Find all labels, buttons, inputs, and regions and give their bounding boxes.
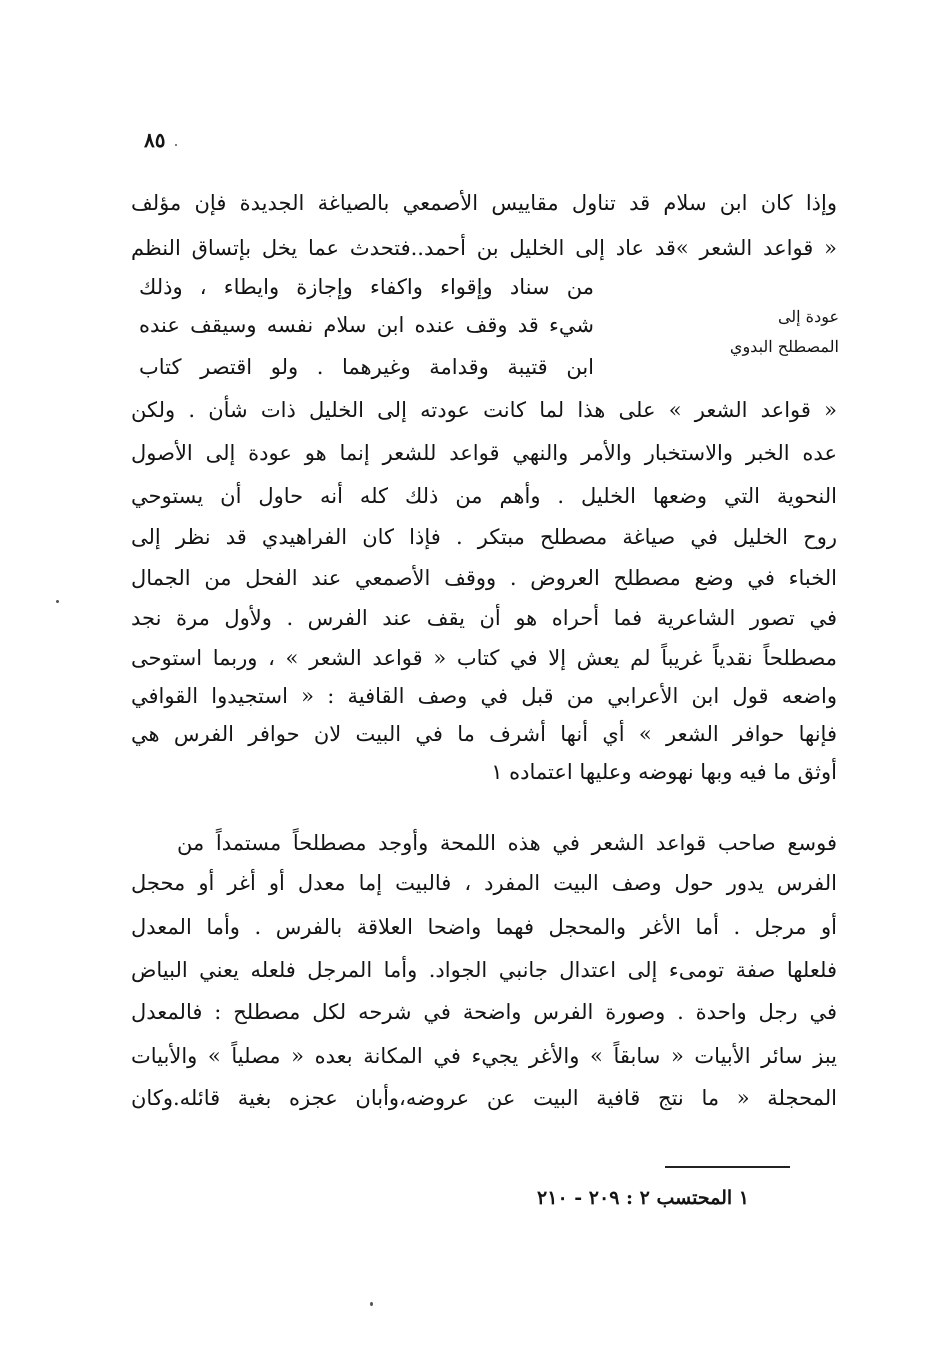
text-line: فإنها حوافر الشعر » أي أنها أشرف ما في البيت لان حوافر الفرس هي <box>131 722 837 746</box>
text-line: فوسع صاحب قواعد الشعر في هذه اللمحة وأوجد مصطلحاً مستمداً من <box>177 831 837 855</box>
text-line: المحجلة « ما نتج قافية البيت عن عروضه،وأبان عجزه بغية قائله.وكان <box>131 1086 837 1110</box>
text-line: الفرس يدور حول وصف البيت المفرد ، فالبيت إما معدل أو أغر أو محجل <box>131 871 837 895</box>
text-line: يبز سائر الأبيات « سابقاً » والأغر يجيء في المكانة بعده « مصلياً » والأبيات <box>131 1044 837 1068</box>
text-line: الخباء في وضع مصطلح العروض . ووقف الأصمعي عند الفحل من الجمال <box>131 566 837 590</box>
text-line: شيء قد وقف عنده ابن سلام نفسه وسيقف عنده <box>139 313 594 337</box>
text-line: في تصور الشاعرية فما أحراه هو أن يقف عند الفرس . ولأول مرة نجد <box>131 606 837 630</box>
text-line: عده الخبر والاستخبار والأمر والنهي قواعد للشعر إنما هو عودة إلى الأصول <box>131 441 837 465</box>
text-line: « قواعد الشعر »قد عاد إلى الخليل بن أحمد..فتحدث عما يخل بإتساق النظم <box>131 236 837 260</box>
text-line: مصطلحاً نقدياً غريباً لم يعش إلا في كتاب « قواعد الشعر » ، وربما استوحى <box>131 646 837 670</box>
text-line: النحوية التي وضعها الخليل . وأهم من ذلك كله أنه حاول أن يستوحي <box>131 484 837 508</box>
text-line: فلعلها صفة تومىء إلى اعتدال جانبي الجواد. وأما المرجل فلعله يعني البياض <box>131 958 837 982</box>
text-line: « قواعد الشعر » على هذا لما كانت عودته إلى الخليل ذات شأن . ولكن <box>131 398 837 422</box>
text-line: أوثق ما فيه وبها نهوضه وعليها اعتماده ١ <box>491 760 837 784</box>
text-line: واضعه قول ابن الأعرابي من قبل في وصف القافية : « استجيدوا القوافي <box>131 684 837 708</box>
footnote-divider <box>665 1166 790 1168</box>
text-line: وإذا كان ابن سلام قد تناول مقاييس الأصمعي بالصياغة الجديدة فإن مؤلف <box>131 191 837 215</box>
margin-note: عودة إلى المصطلح البدوي <box>729 307 839 356</box>
scan-speck <box>370 1302 373 1306</box>
page-number: ٨٥ <box>144 128 166 152</box>
scan-speck <box>56 600 59 603</box>
text-line: من سناد وإقواء واكفاء وإجازة وايطاء ، وذلك <box>139 275 594 299</box>
scan-speck <box>175 144 177 146</box>
footnote: ١ المحتسب ٢ : ٢٠٩ - ٢١٠ <box>537 1187 749 1209</box>
text-line: في رجل واحدة . وصورة الفرس واضحة في شرحه لكل مصطلح : فالمعدل <box>131 1000 837 1024</box>
text-line: أو مرجل . أما الأغر والمحجل فهما واضحا العلاقة بالفرس . وأما المعدل <box>131 915 837 939</box>
text-line: روح الخليل في صياغة مصطلح مبتكر . فإذا كان الفراهيدي قد نظر إلى <box>131 525 837 549</box>
text-line: ابن قتيبة وقدامة وغيرهما . ولو اقتصر كتاب <box>139 355 594 379</box>
